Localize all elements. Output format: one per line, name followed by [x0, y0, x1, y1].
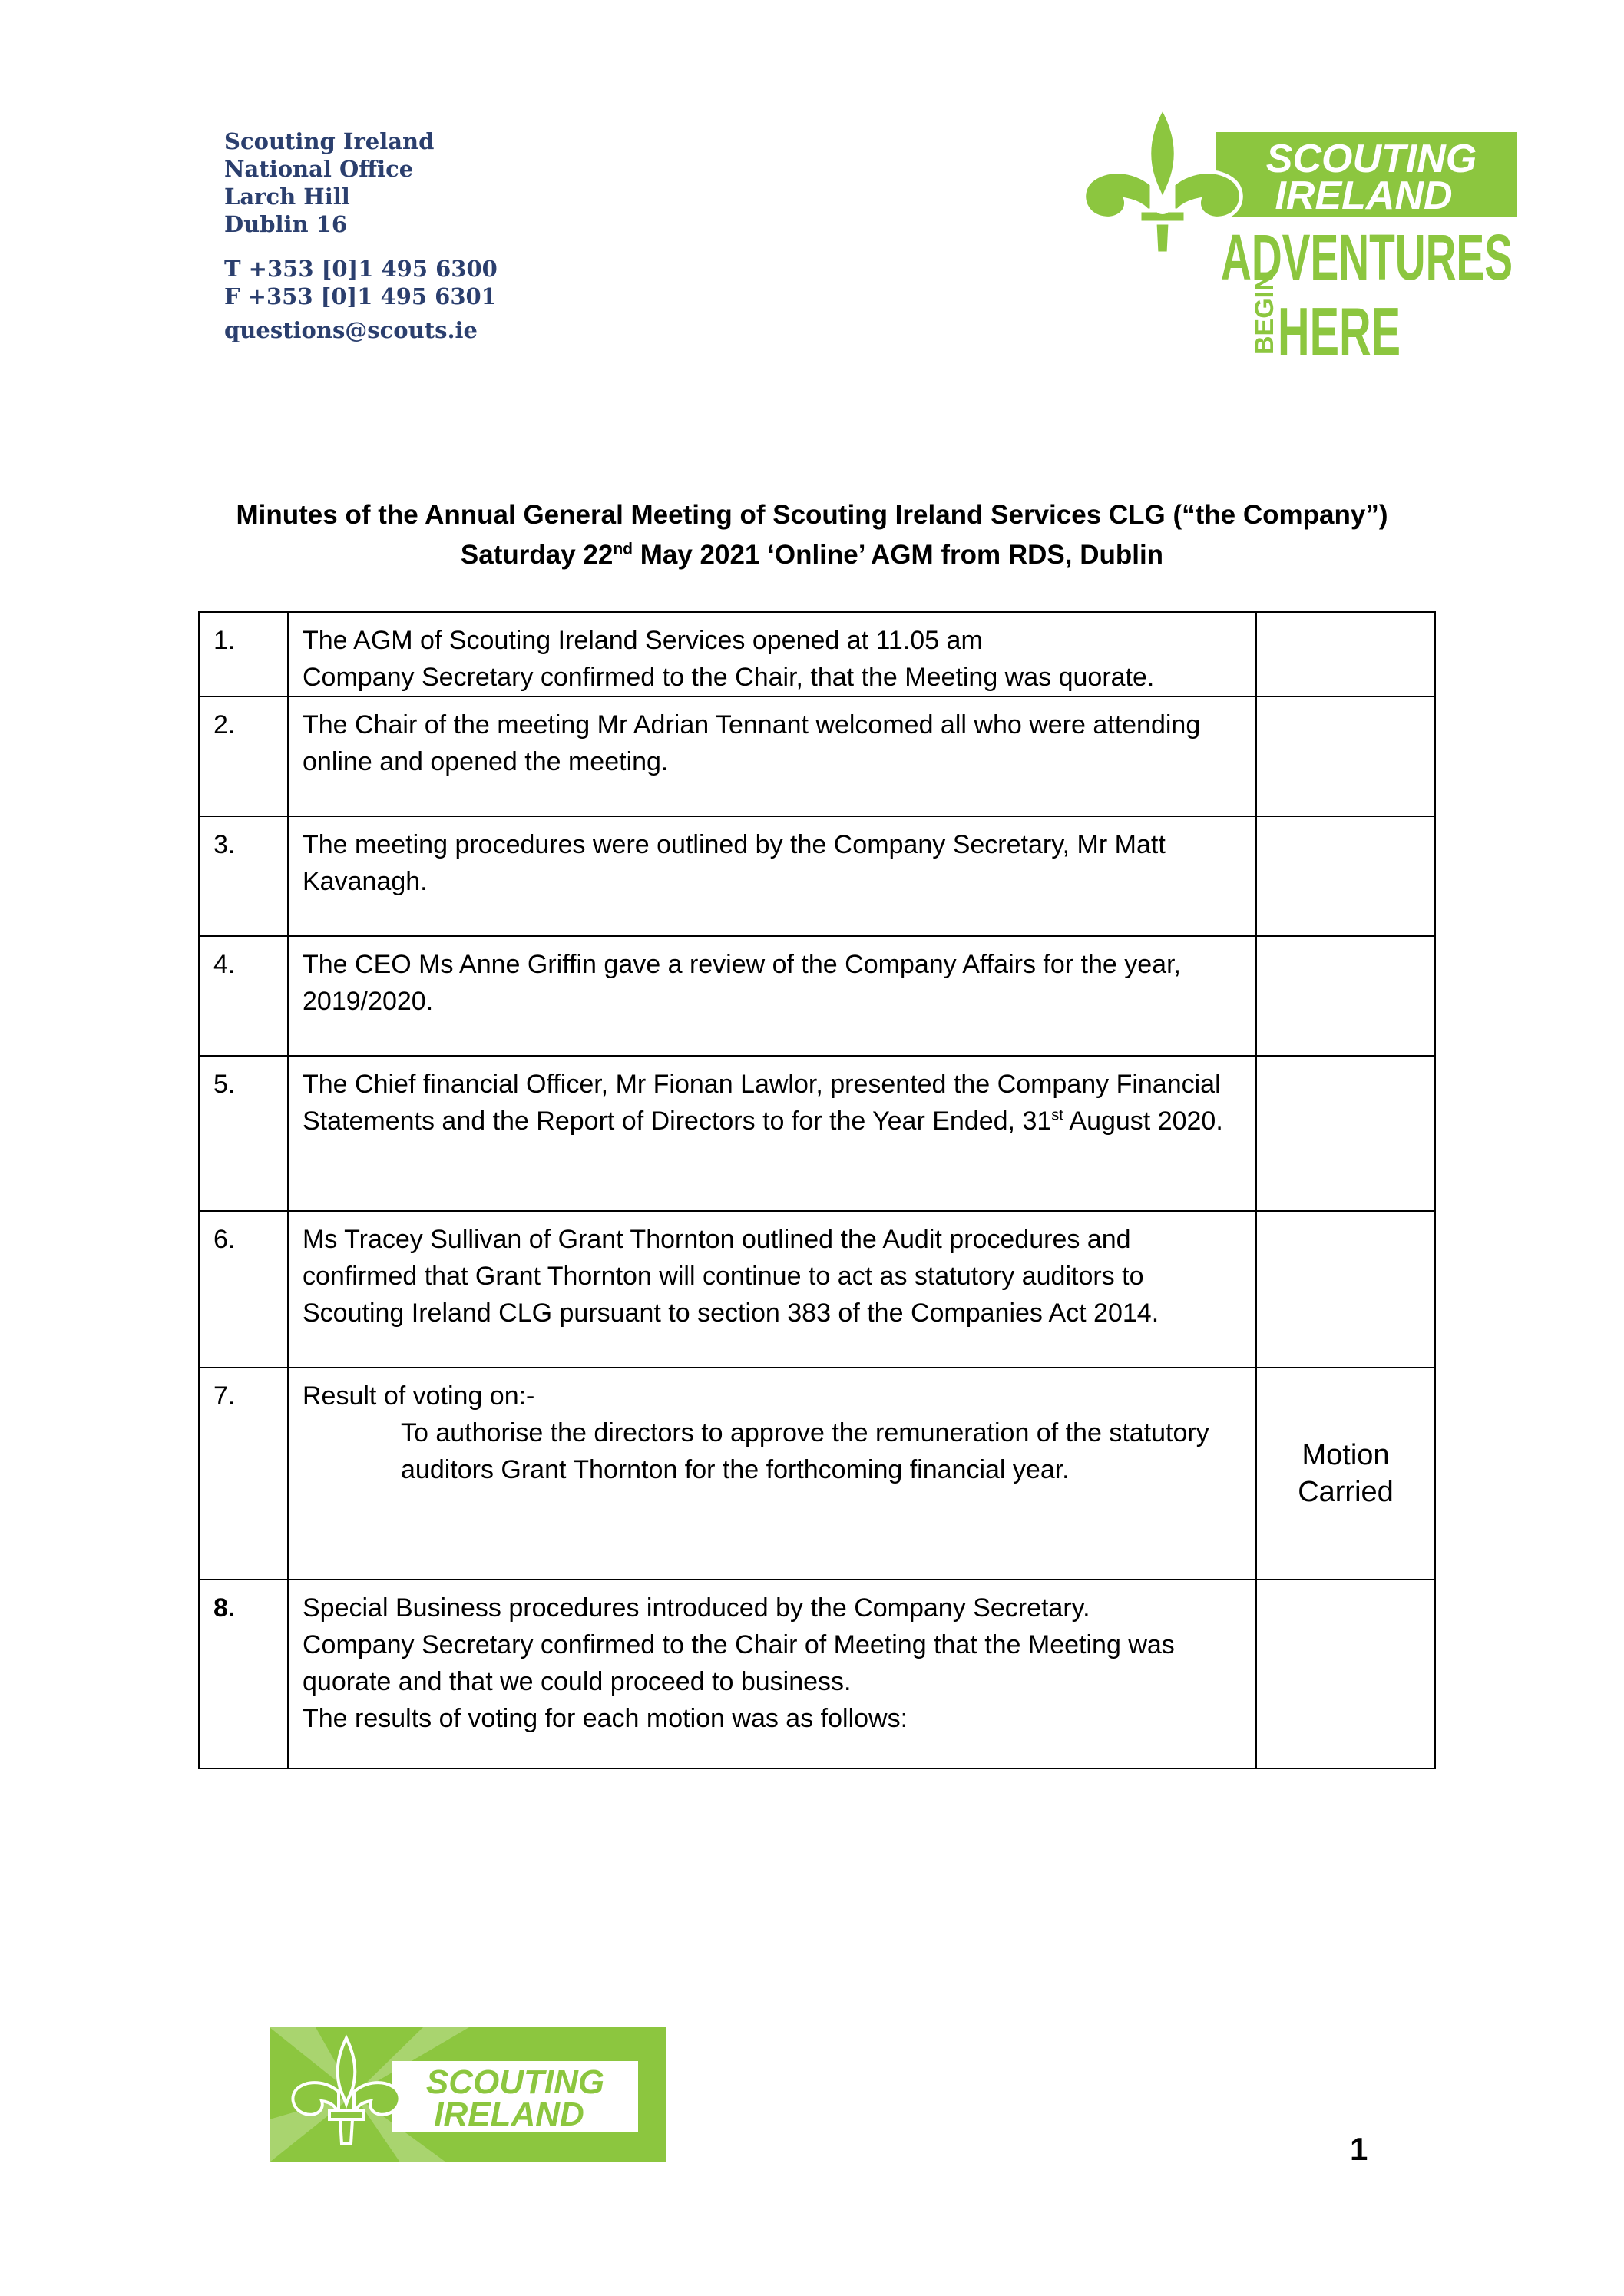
item-result [1256, 696, 1435, 816]
logo-top-line2: IRELAND [1275, 174, 1453, 218]
item-text [288, 612, 1256, 696]
table-row [199, 1580, 1435, 1768]
logo-bottom-line2: IRELAND [434, 2096, 584, 2133]
result-line-1: Motion [1302, 1439, 1390, 1471]
scouting-ireland-logo [270, 2027, 666, 2162]
motion-text: To authorise the directors to approve the remuneration of the statutory auditors Grant Thornton for the forthcoming financial year. [401, 1418, 1209, 1484]
table-row [199, 696, 1435, 816]
item-line: Company Secretary confirmed to the Chair, that the Meeting was quorate. [303, 663, 1155, 692]
item-text: Ms Tracey Sullivan of Grant Thornton outlined the Audit procedures and confirmed that Grant Thornton will continue to act as statutory auditors to Scouting Ireland CLG pursuant to section 383 of the Companies Act 2014. [288, 1211, 1256, 1368]
logo-top-line1: SCOUTING [1265, 137, 1477, 181]
org-name: Scouting Ireland [224, 128, 435, 154]
item-line: The AGM of Scouting Ireland Services opened at 11.05 am [303, 626, 983, 655]
table-row [199, 1056, 1435, 1211]
item-number: 6. [199, 1211, 288, 1368]
item-result [1256, 1056, 1435, 1211]
item-result [1256, 1368, 1435, 1580]
item-number: 2. [199, 696, 288, 816]
street: Larch Hill [224, 184, 350, 210]
title-date-sup: nd [613, 540, 633, 558]
item-text: The CEO Ms Anne Griffin gave a review of the Company Affairs for the year, 2019/2020. [288, 936, 1256, 1056]
fax-number: F +353 [0]1 495 6301 [224, 283, 497, 309]
item-text-post: August 2020. [1063, 1107, 1223, 1136]
city: Dublin 16 [224, 211, 348, 237]
title-date-pre: Saturday 22 [460, 540, 614, 570]
item-line: The results of voting for each motion was as follows: [303, 1704, 908, 1733]
minutes-table [198, 611, 1436, 1769]
item-result [1256, 1580, 1435, 1768]
table-row [199, 936, 1435, 1056]
item-text [288, 1580, 1256, 1768]
voting-heading: Result of voting on:- [303, 1381, 535, 1411]
logo-bottom-line1: SCOUTING [425, 2063, 605, 2101]
title-line-2 [0, 535, 1624, 575]
item-number: 8. [199, 1580, 288, 1768]
item-result [1256, 1211, 1435, 1368]
office-name: National Office [224, 156, 414, 182]
title-date-post: May 2021 ‘Online’ AGM from RDS, Dublin [633, 540, 1164, 570]
scouting-ireland-adventures-logo [1072, 101, 1517, 370]
logo-top-line3: ADVENTURES [1221, 221, 1513, 293]
table-row [199, 1368, 1435, 1580]
page-number: 1 [1350, 2131, 1368, 2167]
table-row [199, 1211, 1435, 1368]
document-title [0, 495, 1624, 575]
item-text: The meeting procedures were outlined by the Company Secretary, Mr Matt Kavanagh. [288, 816, 1256, 936]
item-line: Special Business procedures introduced by the Company Secretary. [303, 1593, 1090, 1623]
logo-top-line4: HERE [1278, 293, 1401, 369]
phone-number: T +353 [0]1 495 6300 [224, 256, 498, 282]
item-result [1256, 612, 1435, 696]
table-row [199, 612, 1435, 696]
item-text-pre: The Chief financial Officer, Mr Fionan Lawlor, presented the Company Financial Statements and the Report of Directors to for the Year Ended, 31 [303, 1070, 1221, 1136]
title-line-1: Minutes of the Annual General Meeting of Scouting Ireland Services CLG (“the Company”) [236, 500, 1388, 530]
item-text [288, 1368, 1256, 1580]
item-number: 7. [199, 1368, 288, 1580]
item-result [1256, 936, 1435, 1056]
table-row [199, 816, 1435, 936]
logo-top-side: BEGIN [1250, 272, 1279, 355]
item-number: 5. [199, 1056, 288, 1211]
address-block [224, 127, 498, 344]
item-text-sup: st [1051, 1107, 1063, 1124]
item-result [1256, 816, 1435, 936]
item-number: 1. [199, 612, 288, 696]
item-number: 3. [199, 816, 288, 936]
result-line-2: Carried [1298, 1476, 1394, 1508]
email-address: questions@scouts.ie [224, 317, 478, 343]
fleur-de-lis-icon [1084, 108, 1242, 253]
item-text: The Chair of the meeting Mr Adrian Tennant welcomed all who were attending online and opened the meeting. [288, 696, 1256, 816]
item-line: Company Secretary confirmed to the Chair of Meeting that the Meeting was quorate and that we could proceed to business. [303, 1630, 1175, 1696]
item-text [288, 1056, 1256, 1211]
item-number: 4. [199, 936, 288, 1056]
